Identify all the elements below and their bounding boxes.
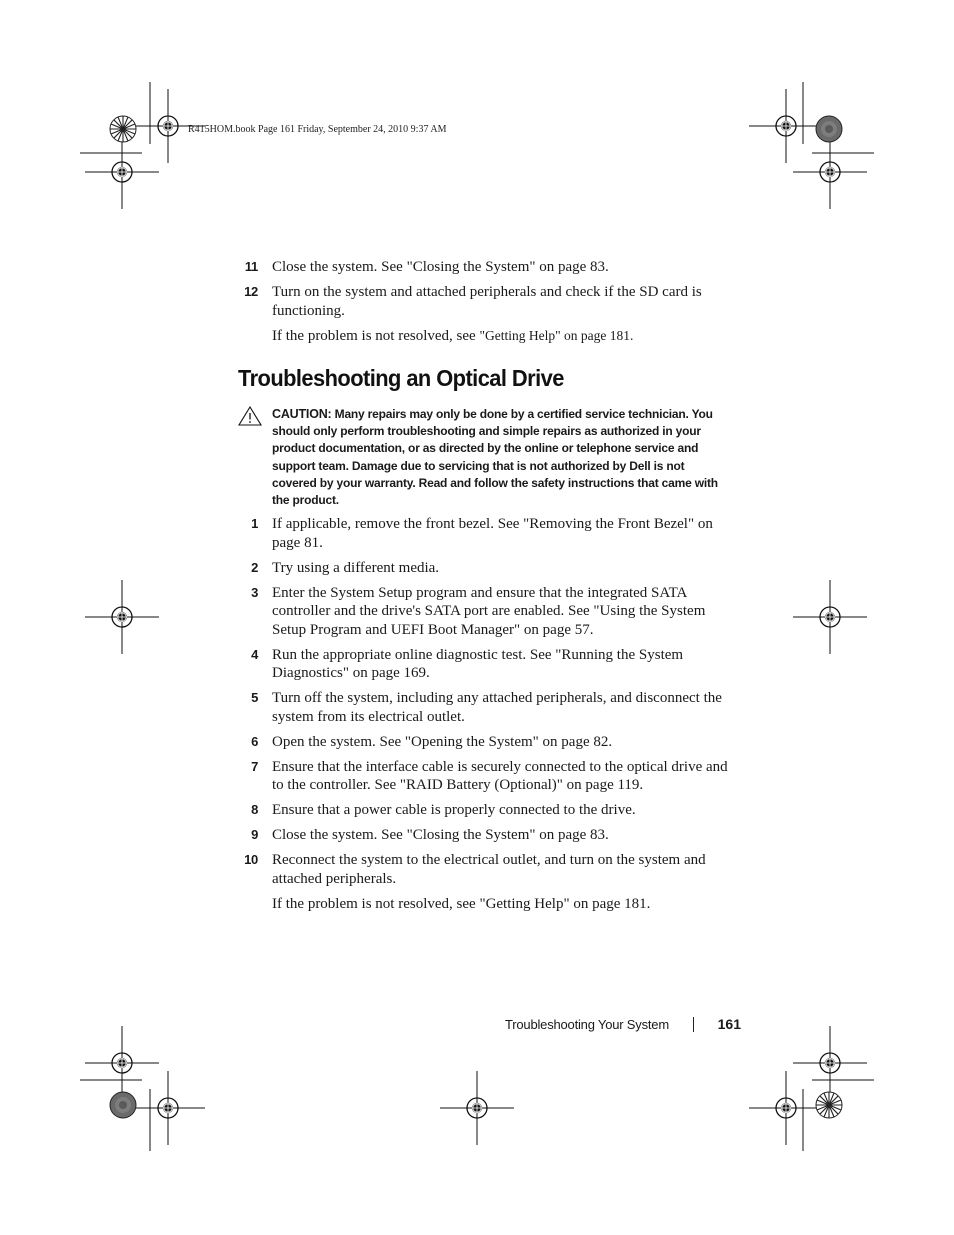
list-item	[238, 758, 738, 795]
list-item	[238, 283, 738, 320]
step-number: 11	[244, 259, 258, 274]
step-text: Try using a different media.	[272, 559, 440, 576]
page-number: 161	[717, 1016, 741, 1032]
page-content	[238, 258, 738, 919]
step-number: 5	[251, 690, 258, 706]
step-number: 2	[251, 559, 258, 575]
step-text: Ensure that a power cable is properly connected to the drive.	[272, 802, 636, 819]
list-item	[238, 733, 738, 752]
step-text: Turn off the system, including any attached peripherals, and disconnect the system from its electrical outlet.	[272, 690, 722, 725]
step-text: Reconnect the system to the electrical outlet, and turn on the system and attached peripherals.	[272, 852, 706, 887]
list-item	[238, 515, 738, 552]
step-text: Run the appropriate online diagnostic test. See "Running the System Diagnostics" on page 169.	[272, 646, 684, 682]
step-number: 4	[251, 646, 258, 662]
step-text: Close the system. See "Closing the System" on page 83.	[272, 259, 609, 275]
footer-section-name: Troubleshooting Your System	[505, 1017, 669, 1032]
list-item	[238, 258, 738, 277]
list-item	[238, 801, 738, 820]
step-text: Ensure that the interface cable is securely connected to the optical drive and to the controller. See "RAID Battery (Optional)" on page 119.	[272, 758, 728, 794]
print-slug: R415HOM.book Page 161 Friday, September 24, 2010 9:37 AM	[188, 124, 447, 135]
step-number: 8	[251, 802, 258, 818]
list-item	[238, 826, 738, 845]
step-text: Open the system. See "Opening the System" on page 82.	[272, 733, 613, 750]
step-number: 12	[244, 284, 258, 299]
list-item	[238, 559, 738, 578]
caution-label: CAUTION:	[272, 407, 332, 421]
step-number: 3	[251, 584, 258, 600]
footer-divider	[693, 1017, 694, 1032]
caution-icon	[238, 406, 262, 426]
step-text: Turn on the system and attached peripherals and check if the SD card is functioning.	[272, 284, 702, 319]
resolution-note	[238, 327, 738, 346]
list-item	[238, 584, 738, 640]
final-resolution-note: If the problem is not resolved, see "Getting Help" on page 181.	[272, 895, 651, 912]
note-lead: If the problem is not resolved, see	[272, 327, 480, 344]
list-item	[238, 689, 738, 726]
step-number: 6	[251, 733, 258, 749]
step-number: 1	[251, 516, 258, 532]
list-item	[238, 646, 738, 683]
list-item	[238, 851, 738, 888]
step-number: 7	[251, 758, 258, 774]
step-text: Close the system. See "Closing the System" on page 83.	[272, 827, 609, 844]
section-heading: Troubleshooting an Optical Drive	[238, 365, 564, 391]
step-text: Enter the System Setup program and ensure that the integrated SATA controller and the drive's SATA port are enabled. See "Using the System Setup Program and UEFI Boot Manager" on page 57.	[272, 584, 706, 638]
page-footer	[505, 1015, 741, 1035]
caution-text: Many repairs may only be done by a certified service technician. You should only perform troubleshooting and simple repairs as authorized in your product documentation, or as directed by the online or telephone service and support team. Damage due to servicing that is not authorized by Dell is not covered by your warranty. Read and follow the safety instructions that came with the product.	[272, 407, 718, 508]
note-reference: "Getting Help" on page 181.	[479, 327, 634, 343]
step-number: 9	[251, 827, 258, 843]
caution-notice	[238, 406, 727, 509]
step-number: 10	[244, 852, 258, 868]
step-text: If applicable, remove the front bezel. See "Removing the Front Bezel" on page 81.	[272, 516, 713, 551]
